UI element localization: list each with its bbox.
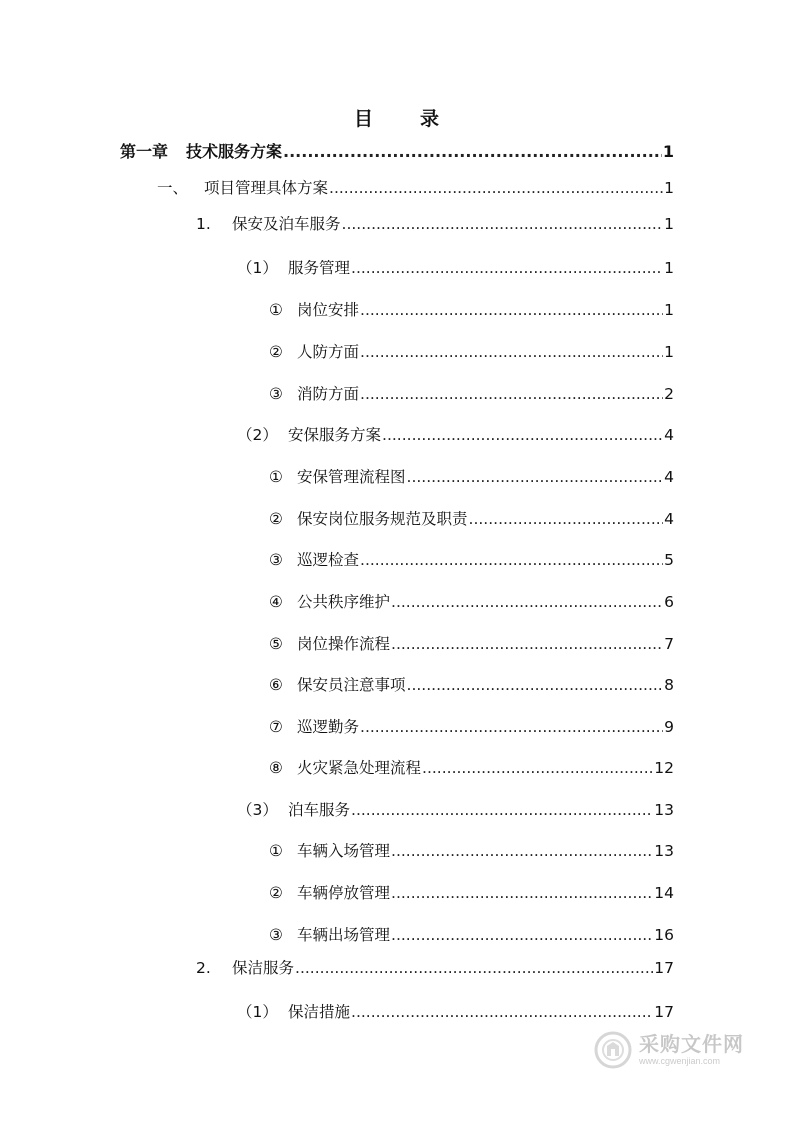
toc-entry-page-number: 6 — [664, 593, 674, 611]
toc-entry-marker: ⑤ — [269, 635, 283, 653]
watermark — [593, 1026, 753, 1074]
toc-entry-marker: ① — [269, 468, 283, 486]
toc-entry-label: 保安岗位服务规范及职责 — [297, 510, 468, 528]
toc-entry[interactable] — [0, 634, 674, 654]
toc-entry-label: 泊车服务 — [288, 801, 351, 819]
watermark-url: www.cgwenjian.com — [639, 1056, 721, 1066]
toc-entry-marker: ③ — [269, 385, 283, 403]
toc-leader-dots — [295, 958, 653, 978]
toc-entry-marker: ① — [269, 842, 283, 860]
toc-entry[interactable] — [0, 758, 674, 778]
toc-entry-page-number: 13 — [654, 842, 674, 860]
toc-entry[interactable] — [0, 384, 674, 404]
toc-entry-page-number: 17 — [654, 959, 674, 977]
toc-entry[interactable] — [0, 300, 674, 320]
toc-entry-label: 安保管理流程图 — [297, 468, 406, 486]
toc-leader-dots — [469, 509, 664, 529]
toc-entry-page-number: 4 — [664, 468, 674, 486]
toc-entry-label: 火灾紧急处理流程 — [297, 759, 422, 777]
toc-entry-label: 消防方面 — [297, 385, 360, 403]
toc-entry-page-number: 1 — [664, 301, 674, 319]
toc-entry-marker: ④ — [269, 593, 283, 611]
toc-entry[interactable] — [0, 550, 674, 570]
toc-entry-label: 巡逻勤务 — [297, 718, 360, 736]
toc-leader-dots — [407, 675, 664, 695]
toc-entry-label: 保安员注意事项 — [297, 676, 406, 694]
toc-entry[interactable] — [0, 717, 674, 737]
toc-leader-dots — [382, 425, 663, 445]
toc-entry-marker: （3） — [237, 801, 278, 819]
toc-entry-label: 车辆入场管理 — [297, 842, 391, 860]
toc-leader-dots — [351, 1002, 653, 1022]
toc-entry-label: 技术服务方案 — [186, 142, 283, 161]
toc-entry-label: 项目管理具体方案 — [204, 179, 329, 197]
toc-entry-label: 保洁措施 — [288, 1003, 351, 1021]
toc-entry-label: 公共秩序维护 — [297, 593, 391, 611]
toc-leader-dots — [391, 592, 663, 612]
toc-entry-page-number: 1 — [662, 142, 674, 161]
toc-entry-page-number: 4 — [664, 510, 674, 528]
toc-entry-marker: 2. — [196, 959, 211, 977]
toc-leader-dots — [360, 550, 663, 570]
watermark-name: 采购文件网 — [639, 1032, 744, 1056]
toc-entry-page-number: 12 — [654, 759, 674, 777]
toc-leader-dots — [391, 841, 653, 861]
toc-entry-page-number: 8 — [664, 676, 674, 694]
toc-leader-dots — [422, 758, 653, 778]
toc-entry-page-number: 4 — [664, 426, 674, 444]
toc-entry[interactable] — [0, 958, 674, 978]
toc-entry-page-number: 1 — [664, 215, 674, 233]
toc-entry-marker: ① — [269, 301, 283, 319]
toc-entry-marker: ② — [269, 510, 283, 528]
toc-entry[interactable] — [0, 214, 674, 234]
toc-entry-marker: 第一章 — [120, 142, 169, 161]
toc-entry-page-number: 5 — [664, 551, 674, 569]
toc-entry-marker: （1） — [237, 1003, 278, 1021]
toc-entry[interactable] — [0, 1002, 674, 1022]
toc-entry-marker: ⑥ — [269, 676, 283, 694]
toc-entry-marker: ③ — [269, 926, 283, 944]
toc-entry-label: 岗位操作流程 — [297, 635, 391, 653]
toc-entry-label: 服务管理 — [288, 259, 351, 277]
toc-entry-marker: ③ — [269, 551, 283, 569]
toc-leader-dots — [360, 384, 663, 404]
toc-title: 目 录 — [353, 108, 453, 130]
toc-entry-marker: 1. — [196, 215, 211, 233]
toc-entry[interactable] — [0, 592, 674, 612]
toc-entry-label: 车辆出场管理 — [297, 926, 391, 944]
toc-entry[interactable] — [0, 883, 674, 903]
toc-entry-label: 保安及泊车服务 — [232, 215, 341, 233]
toc-entry[interactable] — [0, 467, 674, 487]
toc-entry[interactable] — [0, 425, 674, 445]
toc-entry-label: 车辆停放管理 — [297, 884, 391, 902]
toc-entry-marker: ⑦ — [269, 718, 283, 736]
toc-entry-marker: ② — [269, 884, 283, 902]
toc-entry[interactable] — [0, 841, 674, 861]
toc-entry[interactable] — [0, 142, 674, 162]
toc-entry[interactable] — [0, 800, 674, 820]
toc-entry-label: 人防方面 — [297, 343, 360, 361]
toc-entry-page-number: 7 — [664, 635, 674, 653]
toc-leader-dots — [391, 925, 653, 945]
toc-entry-label: 岗位安排 — [297, 301, 360, 319]
toc-leader-dots — [351, 800, 653, 820]
toc-entry-marker: 一、 — [157, 179, 189, 197]
toc-entry[interactable] — [0, 258, 674, 278]
toc-entry-marker: ⑧ — [269, 759, 283, 777]
toc-entry[interactable] — [0, 342, 674, 362]
toc-leader-dots — [351, 258, 663, 278]
toc-entry[interactable] — [0, 178, 674, 198]
toc-entry-marker: ② — [269, 343, 283, 361]
toc-entry-marker: （2） — [237, 426, 278, 444]
toc-leader-dots — [391, 634, 663, 654]
toc-entry-page-number: 2 — [664, 385, 674, 403]
toc-entry-page-number: 14 — [654, 884, 674, 902]
toc-entry-page-number: 17 — [654, 1003, 674, 1021]
toc-leader-dots — [360, 717, 663, 737]
toc-entry[interactable] — [0, 675, 674, 695]
toc-leader-dots — [329, 178, 663, 198]
cgwenjian-logo-icon — [593, 1030, 633, 1070]
toc-entry-page-number: 9 — [664, 718, 674, 736]
toc-leader-dots — [283, 142, 662, 162]
toc-entry-page-number: 16 — [654, 926, 674, 944]
toc-entry-label: 保洁服务 — [232, 959, 295, 977]
toc-leader-dots — [360, 342, 663, 362]
toc-leader-dots — [407, 467, 664, 487]
toc-entry-marker: （1） — [237, 259, 278, 277]
toc-leader-dots — [391, 883, 653, 903]
toc-entry-page-number: 1 — [664, 179, 674, 197]
toc-entry-page-number: 1 — [664, 259, 674, 277]
toc-entry-page-number: 13 — [654, 801, 674, 819]
toc-entry-label: 安保服务方案 — [288, 426, 382, 444]
toc-entry-page-number: 1 — [664, 343, 674, 361]
toc-entry[interactable] — [0, 925, 674, 945]
toc-entry-label: 巡逻检查 — [297, 551, 360, 569]
toc-leader-dots — [360, 300, 663, 320]
toc-leader-dots — [342, 214, 664, 234]
toc-entry[interactable] — [0, 509, 674, 529]
